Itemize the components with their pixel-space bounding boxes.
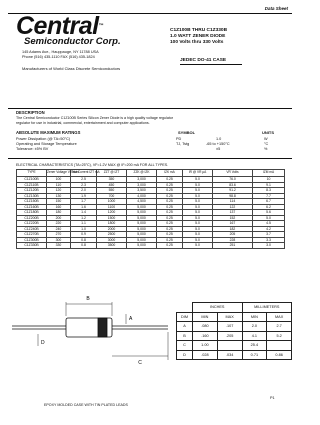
value-cell: 3.3: [253, 237, 285, 243]
rating-label: Tolerance: ±5% BV: [16, 147, 49, 151]
value-cell: 3500: [97, 243, 127, 249]
rating-units: °C: [264, 142, 269, 146]
description-line-1: The Central Semiconductor C1Z100B Series Silicon Zener Diode is a high quality voltage regulator: [16, 116, 174, 120]
dim-letter-cell: C: [177, 341, 193, 351]
value-cell: 150: [47, 199, 71, 205]
value-cell: 3,500: [127, 188, 157, 194]
value-cell: 5.0: [183, 221, 213, 227]
rating-units: W: [264, 137, 268, 141]
value-cell: 5.0: [183, 232, 213, 238]
dim-value-cell: 25.4: [242, 341, 267, 351]
col-header: VR Volts: [213, 170, 253, 177]
dim-value-cell: .034: [217, 350, 242, 360]
description-line-2: regulator for use in industrial, commercial, entertainment and computer applications.: [16, 120, 150, 125]
value-cell: 330: [47, 243, 71, 249]
dim-inches-header: INCHES: [193, 303, 243, 313]
type-cell: C1Z130B: [17, 193, 47, 199]
value-cell: 1.6: [71, 204, 97, 210]
value-cell: 450: [97, 182, 127, 188]
rating-symbol: PD: [176, 137, 182, 141]
section-rule: [8, 158, 292, 159]
col-header: ZZT @ IZT: [97, 170, 127, 177]
value-cell: 1500: [97, 215, 127, 221]
dim-label-b: B: [86, 296, 90, 302]
value-cell: 0.25: [157, 193, 183, 199]
type-cell: C1Z220B: [17, 221, 47, 227]
address-line-1: 145 Adams Ave., Hauppauge, NY 11788 USA: [22, 50, 99, 54]
dim-letter-cell: A: [177, 322, 193, 332]
part-range: C1Z100B THRU C1Z330B: [170, 28, 228, 33]
value-cell: 0.25: [157, 182, 183, 188]
value-cell: 122: [213, 204, 253, 210]
value-cell: 0.25: [157, 188, 183, 194]
dim-value-cell: .160: [193, 331, 218, 341]
dim-value-cell: .205: [217, 331, 242, 341]
brand-name: Central: [16, 12, 99, 40]
value-cell: 270: [47, 232, 71, 238]
type-cell: C1Z110B: [17, 182, 47, 188]
dim-sub-header: MAX: [267, 312, 292, 322]
value-cell: 550: [97, 188, 127, 194]
value-cell: 6.7: [253, 199, 285, 205]
value-cell: 5,000: [127, 204, 157, 210]
dim-value-cell: 1.00: [193, 341, 218, 351]
value-cell: 0.25: [157, 243, 183, 249]
dim-value-cell: 0.71: [242, 350, 267, 360]
value-cell: 152: [213, 215, 253, 221]
value-cell: 2.5: [71, 177, 97, 183]
col-header: Test Current IZT mA: [71, 170, 97, 177]
value-cell: 182: [213, 226, 253, 232]
value-cell: 1.7: [71, 199, 97, 205]
type-cell: C1Z120B: [17, 188, 47, 194]
elec-title: ELECTRICAL CHARACTERISTICS (TA=25°C), VF=1.2V MAX @ IF=200 mA FOR ALL TYPES.: [16, 163, 169, 167]
value-cell: 1.9: [71, 193, 97, 199]
value-cell: 3.7: [253, 232, 285, 238]
product-subtitle-2: 100 Volts thru 330 Volts: [170, 40, 224, 45]
col-header: IZM mA: [253, 170, 285, 177]
value-cell: 0.25: [157, 232, 183, 238]
rating-row: [16, 147, 286, 152]
value-cell: 1.1: [71, 221, 97, 227]
rating-value: ±5: [216, 147, 221, 151]
value-cell: 205: [213, 232, 253, 238]
dim-value-cell: 4.1: [242, 331, 267, 341]
value-cell: 1100: [97, 204, 127, 210]
value-cell: 3,000: [127, 177, 157, 183]
package-caption: EPOXY MOLDED CASE WITH TIN PLATED LEADS: [44, 403, 128, 407]
product-subtitle-1: 1.0 WATT ZENER DIODE: [170, 34, 226, 39]
value-cell: 5.0: [183, 215, 213, 221]
dim-sub-header: DIM: [177, 312, 193, 322]
value-cell: 5.0: [183, 199, 213, 205]
description-title: DESCRIPTION: [16, 110, 45, 115]
dim-value-cell: .080: [193, 322, 218, 332]
value-cell: 200: [47, 215, 71, 221]
col-header: ZZK @ IZK: [127, 170, 157, 177]
value-cell: 300: [47, 237, 71, 243]
dim-value-cell: 2.7: [267, 322, 292, 332]
value-cell: 5,000: [127, 221, 157, 227]
value-cell: 0.25: [157, 226, 183, 232]
value-cell: 220: [47, 221, 71, 227]
rating-label: Power Dissipation (@ TA=50°C): [16, 137, 71, 141]
value-cell: 1.0: [71, 226, 97, 232]
value-cell: 8.3: [253, 188, 285, 194]
value-cell: 0.25: [157, 210, 183, 216]
value-cell: 5.0: [183, 188, 213, 194]
value-cell: 91.2: [213, 188, 253, 194]
value-cell: 130: [47, 193, 71, 199]
type-cell: C1Z160B: [17, 204, 47, 210]
col-header: IZK mA: [157, 170, 183, 177]
value-cell: 5,000: [127, 237, 157, 243]
dim-value-cell: 5.2: [267, 331, 292, 341]
value-cell: 76.0: [213, 177, 253, 183]
ratings-units-header: UNITS: [262, 130, 274, 135]
value-cell: 0.8: [71, 237, 97, 243]
value-cell: 5.0: [183, 237, 213, 243]
data-sheet-tag: Data Sheet: [264, 6, 288, 11]
value-cell: 6.2: [253, 204, 285, 210]
value-cell: 5.0: [253, 215, 285, 221]
value-cell: 3.0: [253, 243, 285, 249]
ratings-symbol-header: SYMBOL: [178, 130, 196, 135]
type-cell: C1Z180B: [17, 210, 47, 216]
value-cell: 5,000: [127, 232, 157, 238]
value-cell: 5,000: [127, 210, 157, 216]
value-cell: 1.2: [71, 215, 97, 221]
value-cell: 4.2: [253, 226, 285, 232]
col-header: TYPE: [17, 170, 47, 177]
value-cell: 4,500: [127, 199, 157, 205]
value-cell: 167: [213, 221, 253, 227]
dim-row: [177, 331, 292, 341]
value-cell: 1800: [97, 221, 127, 227]
case-underline: [180, 64, 242, 65]
type-cell: C1Z330B: [17, 243, 47, 249]
dim-letter-cell: B: [177, 331, 193, 341]
value-cell: 5.0: [183, 193, 213, 199]
value-cell: 5.0: [183, 243, 213, 249]
dim-label-c: C: [138, 360, 142, 366]
dim-sub-header: MIN: [193, 312, 218, 322]
table-header-row: [17, 170, 285, 177]
dim-sub-header: MAX: [217, 312, 242, 322]
value-cell: 1.4: [71, 210, 97, 216]
value-cell: 3000: [97, 237, 127, 243]
value-cell: 5.0: [183, 177, 213, 183]
value-cell: 228: [213, 237, 253, 243]
dim-row: [177, 350, 292, 360]
col-header: Zener Voltage Vz Nom: [47, 170, 71, 177]
type-cell: C1Z240B: [17, 226, 47, 232]
value-cell: 2.0: [71, 188, 97, 194]
value-cell: 180: [47, 210, 71, 216]
value-cell: 0.25: [157, 237, 183, 243]
dim-row: [177, 322, 292, 332]
package-drawing: [8, 276, 178, 400]
dim-group-header-row: [177, 303, 292, 313]
dim-label-a: A: [129, 316, 133, 322]
cathode-band: [98, 318, 107, 337]
rating-value: 1.0: [216, 137, 222, 141]
value-cell: 251: [213, 243, 253, 249]
dim-label-d: D: [41, 340, 45, 346]
value-cell: 7.7: [253, 193, 285, 199]
value-cell: 5.0: [183, 210, 213, 216]
value-cell: 0.9: [71, 232, 97, 238]
dim-letter-cell: D: [177, 350, 193, 360]
electrical-table: [16, 169, 285, 249]
description-text: [16, 116, 286, 125]
value-cell: 3,000: [127, 182, 157, 188]
ratings-title: ABSOLUTE MAXIMUM RATINGS: [16, 130, 81, 135]
value-cell: 5.0: [183, 204, 213, 210]
value-cell: 1200: [97, 210, 127, 216]
value-cell: 2000: [97, 226, 127, 232]
case-label: JEDEC DO-41 CASE: [180, 58, 227, 63]
part-heading: [170, 28, 227, 46]
value-cell: 5.0: [183, 182, 213, 188]
value-cell: 5,000: [127, 243, 157, 249]
rating-value: -65 to +150°C: [206, 142, 230, 146]
rating-units: %: [264, 147, 268, 151]
dim-value-cell: 0.86: [267, 350, 292, 360]
dim-value-cell: .028: [193, 350, 218, 360]
value-cell: 2.3: [71, 182, 97, 188]
rating-label: Operating and Storage Temperature: [16, 142, 77, 146]
value-cell: 4.5: [253, 221, 285, 227]
diode-outline: [12, 318, 168, 337]
section-rule: [8, 108, 292, 109]
type-cell: C1Z150B: [17, 199, 47, 205]
value-cell: 120: [47, 188, 71, 194]
value-cell: 0.8: [71, 243, 97, 249]
dim-value-cell: .107: [217, 322, 242, 332]
trademark-mark: ™: [98, 23, 104, 29]
value-cell: 0.25: [157, 204, 183, 210]
company-address: [22, 50, 99, 60]
value-cell: 5,000: [127, 226, 157, 232]
value-cell: 98.8: [213, 193, 253, 199]
value-cell: 83.6: [213, 182, 253, 188]
dim-value-cell: [217, 341, 242, 351]
value-cell: 4,000: [127, 193, 157, 199]
value-cell: 110: [47, 182, 71, 188]
value-cell: 0.25: [157, 215, 183, 221]
value-cell: 100: [47, 177, 71, 183]
dim-sub-header: MIN: [242, 312, 267, 322]
value-cell: 5,000: [127, 215, 157, 221]
dim-value-cell: 2.0: [242, 322, 267, 332]
table-row: [17, 243, 285, 249]
revision-code: P1: [270, 396, 275, 400]
address-line-2: Phone (516) 435-1110 FAX (516) 435-1824: [22, 55, 95, 59]
dim-mm-header: MILLIMETERS: [242, 303, 292, 313]
dim-sub-header-row: [177, 312, 292, 322]
rating-symbol: TJ, Tstg: [176, 142, 190, 146]
value-cell: 350: [97, 177, 127, 183]
value-cell: 240: [47, 226, 71, 232]
dimensions-table: [176, 302, 292, 360]
value-cell: 114: [213, 199, 253, 205]
type-cell: C1Z100B: [17, 177, 47, 183]
value-cell: 9.1: [253, 182, 285, 188]
value-cell: 700: [97, 193, 127, 199]
type-cell: C1Z300B: [17, 237, 47, 243]
value-cell: 2500: [97, 232, 127, 238]
value-cell: 0.25: [157, 177, 183, 183]
type-cell: C1Z270B: [17, 232, 47, 238]
value-cell: 160: [47, 204, 71, 210]
value-cell: 0.25: [157, 221, 183, 227]
value-cell: 1000: [97, 199, 127, 205]
col-header: IR @ VR µA: [183, 170, 213, 177]
dim-row: [177, 341, 292, 351]
value-cell: 137: [213, 210, 253, 216]
brand-subline: Semiconductor Corp.: [24, 36, 121, 47]
value-cell: 5.0: [183, 226, 213, 232]
value-cell: 0.25: [157, 199, 183, 205]
manufacturer-line: Manufacturers of World Class Discrete Semiconductors: [22, 66, 121, 71]
type-cell: C1Z200B: [17, 215, 47, 221]
value-cell: 10: [253, 177, 285, 183]
value-cell: 5.6: [253, 210, 285, 216]
dim-value-cell: [267, 341, 292, 351]
